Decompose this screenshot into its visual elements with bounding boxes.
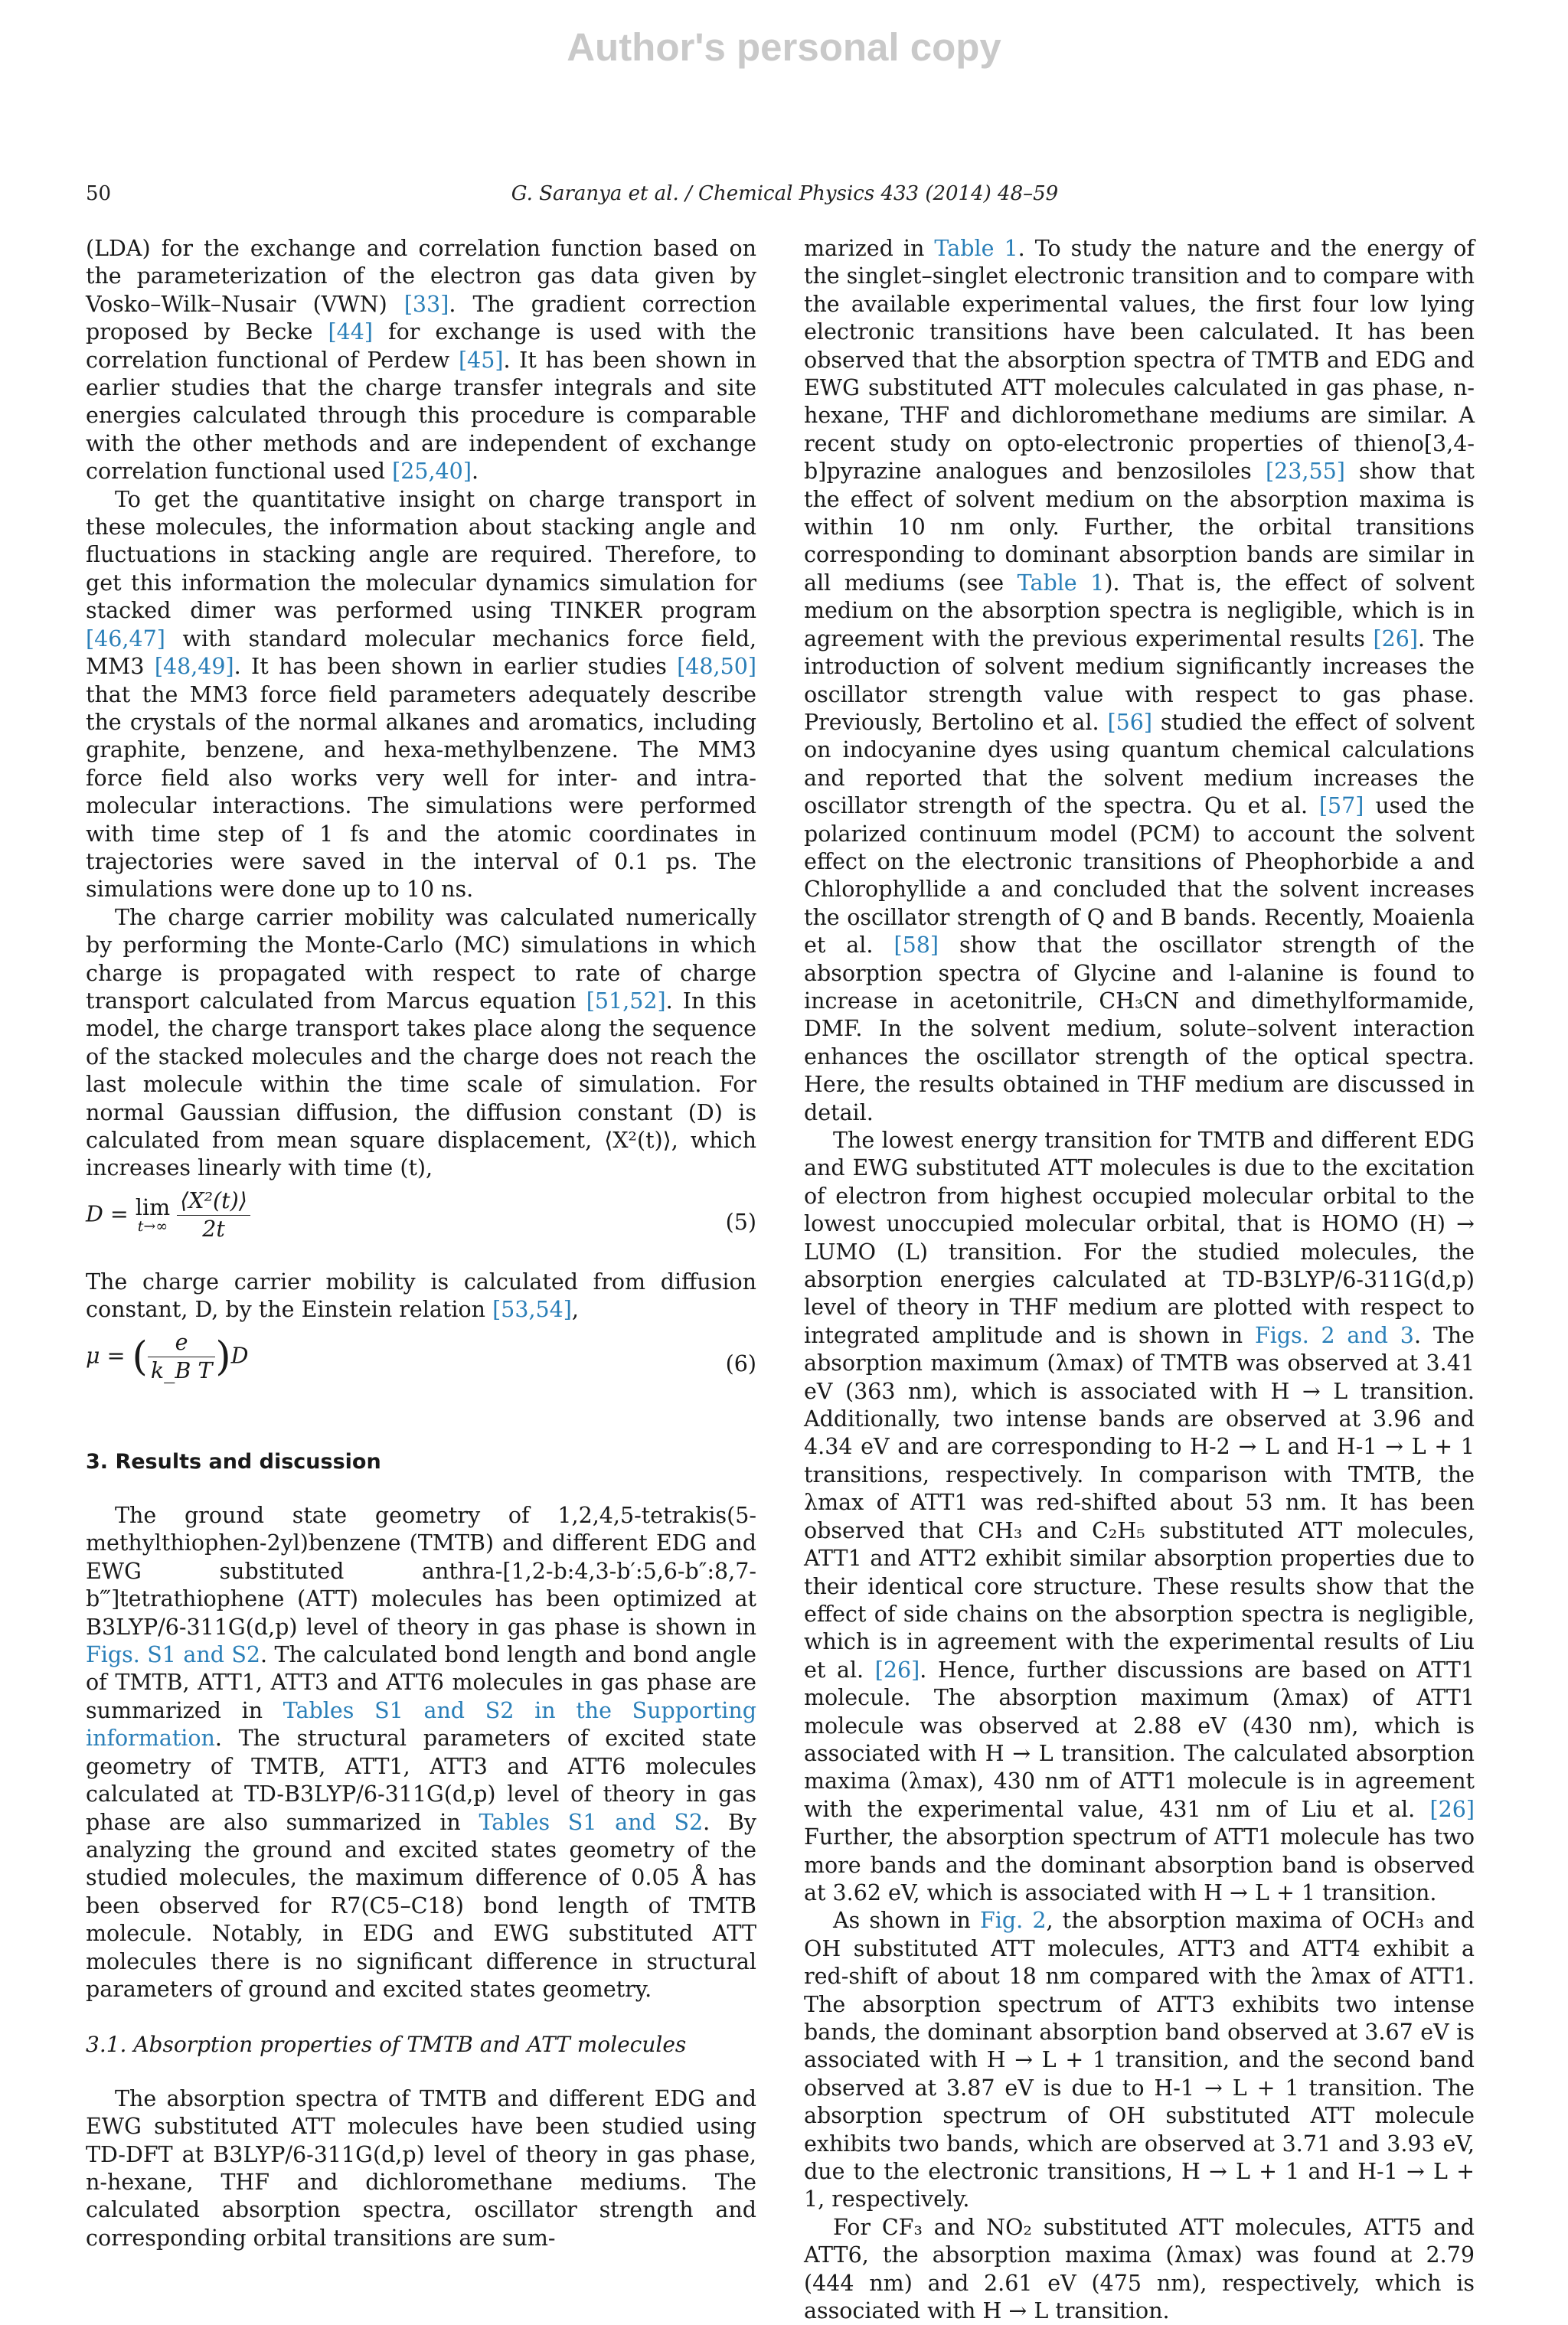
right-column	[804, 235, 1475, 2325]
citation-link[interactable]: [57]	[1318, 793, 1364, 819]
left-column	[86, 235, 756, 2252]
figure-link[interactable]: Figs. 2 and 3	[1254, 1322, 1414, 1348]
equation-number: (6)	[725, 1350, 756, 1376]
citation-link[interactable]: [45]	[458, 347, 504, 373]
paragraph: marized in Table 1. To study the nature and the energy of the singlet–singlet electronic transition and to compare with the available experimental values, the first four low lying electronic transitions have been calculated. It has been observed that the absorption spectra of TMTB and EDG and EWG substituted ATT molecules calculated in gas phase, n-hexane, THF and dichloromethane mediums are similar. A recent study on opto-electronic properties of thieno[3,4-b]pyrazine analogues and benzosiloles [23,55] show that the effect of solvent medium on the absorption maxima is within 10 nm only. Further, the orbital transitions corresponding to dominant absorption bands are similar in all mediums (see Table 1). That is, the effect of solvent medium on the absorption spectra is negligible, which is in agreement with the previous experimental results [26]. The introduction of solvent medium significantly increases the oscillator strength value with respect to gas phase. Previously, Bertolino et al. [56] studied the effect of solvent on indocyanine dyes using quantum chemical calculations and reported that the solvent medium increases the oscillator strength of the spectra. Qu et al. [57] used the polarized continuum model (PCM) to account the solvent effect on the electronic transitions of Pheophorbide a and Chlorophyllide a and concluded that the solvent increases the oscillator strength of Q and B bands. Recently, Moaienla et al. [58] show that the oscillator strength of the absorption spectra of Glycine and l-alanine is found to increase in acetonitrile, CH₃CN and dimethylformamide, DMF. In the solvent medium, solute–solvent interaction enhances the oscillator strength of the optical spectra. Here, the results obtained in THF medium are discussed in detail.	[804, 236, 1475, 1125]
page-number: 50	[86, 182, 112, 205]
section-heading: 3. Results and discussion	[86, 1449, 381, 1474]
citation-link[interactable]: [48,50]	[677, 654, 756, 680]
citation-link[interactable]: [23,55]	[1266, 459, 1345, 485]
table-link[interactable]: Tables S1 and S2 in the Supporting information	[86, 1697, 756, 1752]
table-link[interactable]: Table 1	[1017, 570, 1105, 596]
subsection-heading: 3.1. Absorption properties of TMTB and ATT molecules	[86, 2032, 687, 2058]
citation-link[interactable]: [51,52]	[586, 988, 666, 1014]
citation-link[interactable]: [26]	[874, 1657, 920, 1683]
table-link[interactable]: Tables S1 and S2	[479, 1809, 704, 1835]
figure-link[interactable]: Fig. 2	[980, 1908, 1047, 1934]
paragraph: The charge carrier mobility was calculated numerically by performing the Monte-Carlo (MC) simulations in which charge is propagated with respect to rate of charge transport calculated from Marcus equation [51,52]. In this model, the charge transport takes place along the sequence of the stacked molecules and the charge does not reach the last molecule within the time scale of simulation. For normal Gaussian diffusion, the diffusion constant (D) is calculated from mean square displacement, ⟨X²(t)⟩, which increases linearly with time (t),	[86, 904, 757, 1181]
paragraph: To get the quantitative insight on charge transport in these molecules, the information about stacking angle and fluctuations in stacking angle are required. Therefore, to get this information the molecular dynamics simulation for stacked dimer was performed using TINKER program [46,47] with standard molecular mechanics force field, MM3 [48,49]. It has been shown in earlier studies [48,50] that the MM3 force field parameters adequately describe the crystals of the normal alkanes and aromatics, including graphite, benzene, and hexa-methylbenzene. The MM3 force field also works very well for inter- and intra-molecular interactions. The simulations were performed with time step of 1 fs and the atomic coordinates in trajectories were saved in the interval of 0.1 ps. The simulations were done up to 10 ns.	[86, 486, 756, 903]
table-link[interactable]: Table 1	[934, 236, 1018, 261]
paragraph: The absorption spectra of TMTB and different EDG and EWG substituted ATT molecules have been studied using TD-DFT at B3LYP/6-311G(d,p) level of theory in gas phase, n-hexane, THF and dichloromethane mediums. The calculated absorption spectra, oscillator strength and corresponding orbital transitions are sum-	[86, 2085, 756, 2251]
equation-number: (5)	[725, 1209, 756, 1235]
paragraph: The charge carrier mobility is calculated from diffusion constant, D, by the Einstein relation [53,54],	[86, 1269, 756, 1323]
paragraph: For CF₃ and NO₂ substituted ATT molecules, ATT5 and ATT6, the absorption maxima (λmax) was found at 2.79 (444 nm) and 2.61 eV (475 nm), respectively, which is associated with H → L transition.	[804, 2214, 1475, 2324]
equation-5: D = lim t→∞ $\frac{\text{⟨X²(t)⟩}}{2t}$ (5)	[86, 1187, 756, 1243]
paragraph: The ground state geometry of 1,2,4,5-tetrakis(5-methylthiophen-2yl)benzene (TMTB) and different EDG and EWG substituted anthra-[1,2-b:4,3-b′:5,6-b″:8,7-b‴]tetrathiophene (ATT) molecules has been optimized at B3LYP/6-311G(d,p) level of theory in gas phase is shown in Figs. S1 and S2. The calculated bond length and bond angle of TMTB, ATT1, ATT3 and ATT6 molecules in gas phase are summarized in Tables S1 and S2 in the Supporting information. The structural parameters of excited state geometry of TMTB, ATT1, ATT3 and ATT6 molecules calculated at TD-B3LYP/6-311G(d,p) level of theory in gas phase are also summarized in Tables S1 and S2. By analyzing the ground and excited states geometry of the studied molecules, the maximum difference of 0.05 Å has been observed for R7(C5–C18) bond length of TMTB molecule. Notably, in EDG and EWG substituted ATT molecules there is no significant difference in structural parameters of ground and excited states geometry.	[86, 1503, 756, 2002]
citation-link[interactable]: [53,54]	[492, 1297, 572, 1323]
watermark: Author's personal copy	[567, 25, 1001, 69]
citation-link[interactable]: [48,49]	[154, 654, 234, 680]
citation-link[interactable]: [46,47]	[86, 625, 165, 651]
equation-6: μ = ( $\frac{e}{\text{k\_B T}}$ )D (6)	[86, 1329, 756, 1384]
paragraph: As shown in Fig. 2, the absorption maxima of OCH₃ and OH substituted ATT molecules, ATT3 and ATT4 exhibit a red-shift of about 18 nm compared with the λmax of ATT1. The absorption spectrum of ATT3 exhibits two intense bands, the dominant absorption band observed at 3.67 eV is associated with H → L + 1 transition, and the second band observed at 3.87 eV is due to H-1 → L + 1 transition. The absorption spectrum of OH substituted ATT molecule exhibits two bands, which are observed at 3.71 and 3.93 eV, due to the electronic transitions, H → L + 1 and H-1 → L + 1, respectively.	[804, 1908, 1475, 2212]
paragraph: The lowest energy transition for TMTB and different EDG and EWG substituted ATT molecules is due to the excitation of electron from highest occupied molecular orbital to the lowest unoccupied molecular orbital, that is HOMO (H) → LUMO (L) transition. For the studied molecules, the absorption energies calculated at TD-B3LYP/6-311G(d,p) level of theory in THF medium are plotted with respect to integrated amplitude and is shown in Figs. 2 and 3. The absorption maximum (λmax) of TMTB was observed at 3.41 eV (363 nm), which is associated with H → L transition. Additionally, two intense bands are observed at 3.96 and 4.34 eV and are corresponding to H-2 → L and H-1 → L + 1 transitions, respectively. In comparison with TMTB, the λmax of ATT1 was red-shifted about 53 nm. It has been observed that CH₃ and C₂H₅ substituted ATT molecules, ATT1 and ATT2 exhibit similar absorption properties due to their identical core structure. These results show that the effect of side chains on the absorption spectra is negligible, which is in agreement with the experimental results of Liu et al. [26]. Hence, further discussions are based on ATT1 molecule. The absorption maximum (λmax) of ATT1 molecule was observed at 2.88 eV (430 nm), which is associated with H → L transition. The calculated absorption maxima (λmax), 430 nm of ATT1 molecule is in agreement with the experimental value, 431 nm of Liu et al. [26] Further, the absorption spectrum of ATT1 molecule has two more bands and the dominant absorption band is observed at 3.62 eV, which is associated with H → L + 1 transition.	[804, 1128, 1475, 1905]
citation-link[interactable]: [25,40]	[392, 459, 472, 485]
citation-link[interactable]: [44]	[328, 319, 373, 345]
citation-link[interactable]: [58]	[893, 932, 939, 958]
running-header	[86, 182, 1484, 213]
citation-link[interactable]: [33]	[403, 291, 449, 317]
citation-link[interactable]: [26]	[1429, 1796, 1475, 1822]
paragraph: (LDA) for the exchange and correlation function based on the parameterization of the electron gas data given by Vosko–Wilk–Nusair (VWN) [33]. The gradient correction proposed by Becke [44] for exchange is used with the correlation functional of Perdew [45]. It has been shown in earlier studies that the charge transfer integrals and site energies calculated through this procedure is comparable with the other methods and are independent of exchange correlation functional used [25,40].	[86, 236, 757, 485]
figure-link[interactable]: Figs. S1 and S2	[86, 1642, 261, 1668]
citation-link[interactable]: [56]	[1107, 709, 1153, 735]
citation-link[interactable]: [26]	[1373, 625, 1419, 651]
journal-citation: G. Saranya et al. / Chemical Physics 433 (2014) 48–59	[511, 182, 1059, 205]
